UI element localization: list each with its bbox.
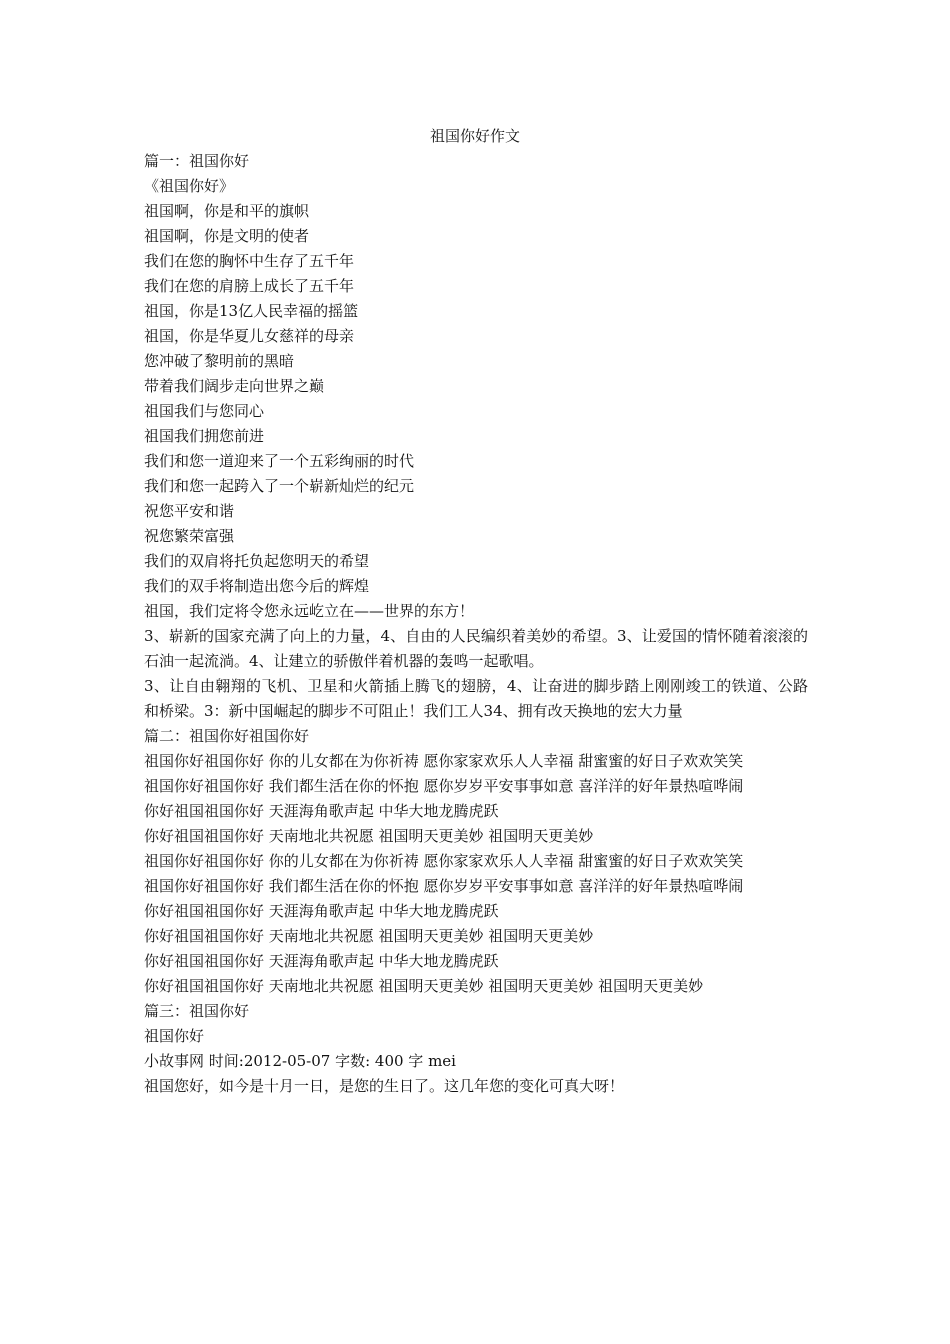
- poem-line: 祝您繁荣富强: [144, 527, 235, 545]
- lyric-line: 你好祖国祖国你好 天涯海角歌声起 中华大地龙腾虎跃: [144, 952, 499, 970]
- poem-line: 我们的双肩将托负起您明天的希望: [144, 552, 370, 570]
- poem-line: 我们和您一道迎来了一个五彩绚丽的时代: [144, 452, 415, 470]
- lyric-line: 祖国你好祖国你好 我们都生活在你的怀抱 愿你岁岁平安事事如意 喜洋洋的好年景热喧哗闹: [144, 877, 744, 895]
- document-body: [144, 149, 808, 1099]
- poem-line: 祖国，你是13亿人民幸福的摇篮: [144, 302, 359, 320]
- lyric-line: 你好祖国祖国你好 天南地北共祝愿 祖国明天更美妙 祖国明天更美妙: [144, 827, 594, 845]
- poem-line: 带着我们阔步走向世界之巅: [144, 377, 325, 395]
- lyric-line: 你好祖国祖国你好 天涯海角歌声起 中华大地龙腾虎跃: [144, 902, 499, 920]
- poem-line: 祖国啊，你是和平的旗帜: [144, 202, 310, 220]
- article-meta: 小故事网 时间:2012-05-07 字数: 400 字 mei: [144, 1052, 456, 1070]
- poem-line: 祖国我们与您同心: [144, 402, 265, 420]
- poem-line: 祖国啊，你是文明的使者: [144, 227, 310, 245]
- lyric-line: 你好祖国祖国你好 天南地北共祝愿 祖国明天更美妙 祖国明天更美妙 祖国明天更美妙: [144, 977, 704, 995]
- poem-title: 《祖国你好》: [144, 177, 235, 195]
- poem-line: 我们在您的肩膀上成长了五千年: [144, 277, 355, 295]
- body-paragraph: 3、让自由翱翔的飞机、卫星和火箭插上腾飞的翅膀，4、让奋进的脚步踏上刚刚竣工的铁道、公路和桥梁。3：新中国崛起的脚步不可阻止！我们工人34、拥有改天换地的宏大力量: [144, 677, 808, 720]
- section-heading: 篇二：祖国你好祖国你好: [144, 727, 310, 745]
- lyric-line: 祖国你好祖国你好 我们都生活在你的怀抱 愿你岁岁平安事事如意 喜洋洋的好年景热喧哗闹: [144, 777, 744, 795]
- lyric-line: 你好祖国祖国你好 天涯海角歌声起 中华大地龙腾虎跃: [144, 802, 499, 820]
- body-paragraph: 3、崭新的国家充满了向上的力量，4、自由的人民编织着美妙的希望。3、让爱国的情怀随着滚滚的石油一起流淌。4、让建立的骄傲伴着机器的轰鸣一起歌唱。: [144, 627, 808, 670]
- poem-line: 我们和您一起跨入了一个崭新灿烂的纪元: [144, 477, 415, 495]
- body-line: 祖国您好，如今是十月一日，是您的生日了。这几年您的变化可真大呀！: [144, 1077, 625, 1095]
- poem-line: 祖国我们拥您前进: [144, 427, 265, 445]
- poem-line: 我们在您的胸怀中生存了五千年: [144, 252, 355, 270]
- section-heading: 篇一：祖国你好: [144, 152, 250, 170]
- poem-line: 祝您平安和谐: [144, 502, 235, 520]
- document-title: 祖国你好作文: [429, 127, 520, 145]
- section-heading: 篇三：祖国你好: [144, 1002, 250, 1020]
- article-subtitle: 祖国你好: [144, 1027, 205, 1045]
- poem-line: 祖国，我们定将令您永远屹立在——世界的东方！: [144, 602, 475, 620]
- poem-line: 您冲破了黎明前的黑暗: [144, 352, 295, 370]
- poem-line: 我们的双手将制造出您今后的辉煌: [144, 577, 370, 595]
- lyric-line: 祖国你好祖国你好 你的儿女都在为你祈祷 愿你家家欢乐人人幸福 甜蜜蜜的好日子欢欢笑笑: [144, 752, 744, 770]
- lyric-line: 你好祖国祖国你好 天南地北共祝愿 祖国明天更美妙 祖国明天更美妙: [144, 927, 594, 945]
- poem-line: 祖国，你是华夏儿女慈祥的母亲: [144, 327, 355, 345]
- lyric-line: 祖国你好祖国你好 你的儿女都在为你祈祷 愿你家家欢乐人人幸福 甜蜜蜜的好日子欢欢笑笑: [144, 852, 744, 870]
